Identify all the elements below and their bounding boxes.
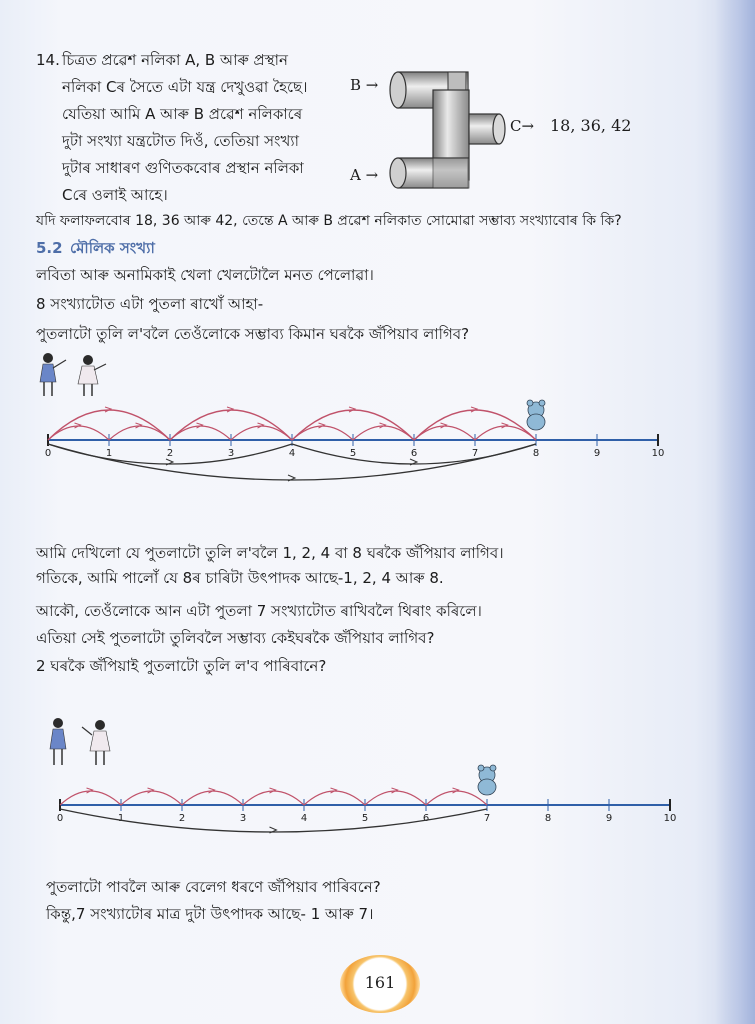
tick-label: 6	[422, 813, 430, 824]
problem-question: যদি ফলাফলবোৰ 18, 36 আৰু 42, তেন্তে A আৰু B প্ৰৱেশ নলিকাত সোমোৱা সম্ভাব্য সংখ্যাবোৰ কি কি?	[36, 213, 622, 229]
jump-arc-1	[353, 426, 414, 440]
problem-line-3: যেতিয়া আমি A আৰু B প্ৰৱেশ নলিকাৰে	[62, 105, 303, 123]
pipe-b-opening	[390, 72, 406, 108]
intro-line-1: লবিতা আৰু অনামিকাই খেলা খেলটোলৈ মনত পেলোৱা।	[36, 266, 374, 284]
teddy-ear	[527, 400, 533, 406]
final-line-1: পুতলাটো পাবলৈ আৰু বেলেগ ধৰণে জঁপিয়াব পাৰিবনে?	[46, 878, 381, 896]
after-line-1: আমি দেখিলো যে পুতলাটো তুলি ল'বলৈ 1, 2, 4 বা 8 ঘৰকৈ জঁপিয়াব লাগিব।	[36, 544, 504, 562]
jump-arc-1	[365, 791, 426, 805]
tick-label: 6	[410, 448, 418, 459]
jump-arc-1	[60, 791, 121, 805]
tick-label: 10	[651, 448, 665, 459]
teddy-ear	[478, 765, 484, 771]
tick-label: 4	[300, 813, 308, 824]
jump-arc-1	[121, 791, 182, 805]
problem-line-4: দুটা সংখ্যা যন্ত্ৰটোত দিওঁ, তেতিয়া সংখ্যা	[62, 132, 299, 150]
teddy-ear	[539, 400, 545, 406]
section-number: 5.2	[36, 239, 63, 257]
tick-label: 0	[56, 813, 64, 824]
tick-label: 1	[105, 448, 113, 459]
girls-figure-2	[48, 715, 128, 770]
girls-figure-1	[38, 350, 118, 400]
problem-line-2: নলিকা Cৰ সৈতে এটা যন্ত্ৰ দেখুওৱা হৈছে।	[62, 78, 308, 96]
number-line-1	[38, 395, 718, 525]
tick-label: 7	[471, 448, 479, 459]
girl-1	[40, 353, 66, 396]
output-values: 18, 36, 42	[550, 116, 632, 135]
middle-line-3: 2 ঘৰকৈ জঁপিয়াই পুতলাটো তুলি ল'ব পাৰিবানে?	[36, 657, 327, 675]
girl-3	[50, 718, 66, 765]
problem-line-6: Cৰে ওলাই আহে।	[62, 186, 168, 204]
tick-label: 2	[178, 813, 186, 824]
page-number: 161	[364, 973, 396, 992]
jump-arc-1	[475, 426, 536, 440]
problem-line-5: দুটাৰ সাধাৰণ গুণিতকবোৰ প্ৰস্থান নলিকা	[62, 159, 304, 177]
tick-label: 9	[605, 813, 613, 824]
jump-arc-1	[170, 426, 231, 440]
number-line-2	[48, 765, 728, 855]
tick-label: 10	[663, 813, 677, 824]
jump-arc-1	[231, 426, 292, 440]
teddy-ear	[490, 765, 496, 771]
tick-label: 3	[227, 448, 235, 459]
pipe-c-opening	[493, 114, 505, 144]
final-line-2: কিন্তু,7 সংখ্যাটোৰ মাত্ৰ দুটা উৎপাদক আছে- 1 আৰু 7।	[46, 905, 374, 923]
tick-label: 9	[593, 448, 601, 459]
teddy-body	[527, 414, 545, 430]
tick-label: 3	[239, 813, 247, 824]
girl-4	[82, 720, 110, 765]
tick-label: 8	[544, 813, 552, 824]
pipe-a-opening	[390, 158, 406, 188]
machine-diagram	[388, 62, 528, 192]
tick-label: 5	[349, 448, 357, 459]
tick-label: 8	[532, 448, 540, 459]
middle-line-2: এতিয়া সেই পুতলাটো তুলিবলৈ সম্ভাব্য কেইঘৰকৈ জঁপিয়াব লাগিব?	[36, 629, 435, 647]
problem-number: 14.	[36, 51, 60, 69]
page-number-badge	[340, 955, 420, 1013]
input-b-label: B →	[350, 76, 379, 94]
intro-line-3: পুতলাটো তুলি ল'বলৈ তেওঁলোকে সম্ভাব্য কিমান ঘৰকৈ জঁপিয়াব লাগিব?	[36, 325, 470, 343]
tick-label: 1	[117, 813, 125, 824]
jump-arc-1	[48, 426, 109, 440]
output-c-label: C→	[510, 117, 535, 135]
page-edge-shadow	[715, 0, 755, 1024]
tick-label: 7	[483, 813, 491, 824]
problem-line-1: চিত্ৰত প্ৰৱেশ নলিকা A, B আৰু প্ৰস্থান	[62, 51, 288, 69]
tick-label: 4	[288, 448, 296, 459]
jump-arc-1	[426, 791, 487, 805]
after-line-2: গতিকে, আমি পালোঁ যে 8ৰ চাৰিটা উৎপাদক আছে-1, 2, 4 আৰু 8.	[36, 569, 444, 587]
jump-arc-1	[304, 791, 365, 805]
jump-arc-1	[243, 791, 304, 805]
girl-2	[78, 355, 106, 396]
intro-line-2: 8 সংখ্যাটোত এটা পুতলা ৰাখোঁ আহা-	[36, 295, 264, 313]
input-a-label: A →	[350, 166, 379, 184]
jump-arc-1	[292, 426, 353, 440]
section-title: মৌলিক সংখ্যা	[70, 239, 155, 257]
tick-label: 5	[361, 813, 369, 824]
jump-arc-1	[109, 426, 170, 440]
jump-arc-1	[182, 791, 243, 805]
tick-label: 2	[166, 448, 174, 459]
tick-label: 0	[44, 448, 52, 459]
teddy-body	[478, 779, 496, 795]
jump-arc-1	[414, 426, 475, 440]
elbow-bottom	[433, 158, 469, 188]
middle-line-1: আকৌ, তেওঁলোকে আন এটা পুতলা 7 সংখ্যাটোত ৰাখিবলৈ থিৰাং কৰিলে।	[36, 602, 482, 620]
